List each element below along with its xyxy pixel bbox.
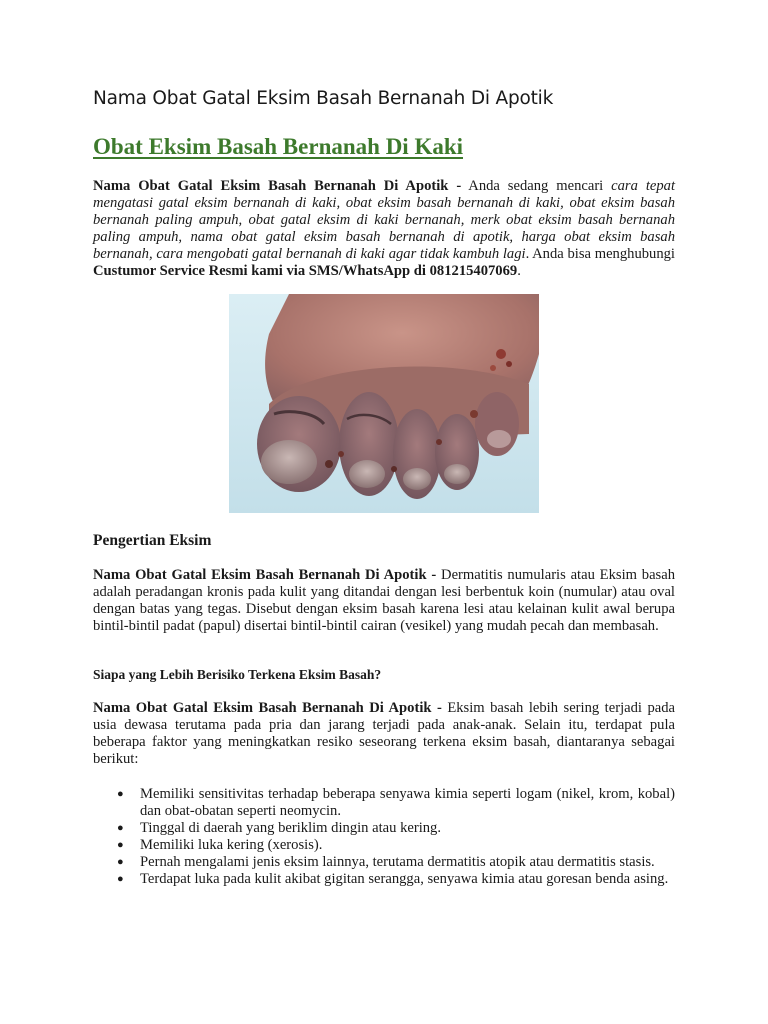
- foot-eczema-photo: [229, 294, 539, 513]
- bullet-icon: ●: [117, 839, 124, 851]
- list-item: [93, 837, 675, 854]
- intro-keywords: cara tepat mengatasi gatal eksim bernanah di kaki, obat eksim basah bernanah di kaki, obat eksim basah bernanah paling ampuh, obat gatal eksim di kaki bernanah, merk obat eksim basah bernanah paling ampuh, nama obat gatal eksim basah bernanah di apotik, harga obat eksim basah bernanah, cara mengobati gatal bernanah di kaki agar tidak kambuh lagi: [93, 178, 675, 262]
- pengertian-lead: Nama Obat Gatal Eksim Basah Bernanah Di Apotik -: [93, 567, 437, 583]
- list-item: [93, 820, 675, 837]
- section-title: Obat Eksim Basah Bernanah Di Kaki: [93, 134, 464, 159]
- risiko-paragraph: [93, 700, 675, 768]
- intro-lead: Nama Obat Gatal Eksim Basah Bernanah Di Apotik -: [93, 178, 462, 194]
- intro-end: .: [517, 263, 521, 279]
- list-item-text: Memiliki sensitivitas terhadap beberapa senyawa kimia seperti logam (nikel, krom, kobal) dan obat-obatan seperti neomycin.: [140, 786, 675, 819]
- bullet-icon: ●: [117, 873, 124, 885]
- pengertian-paragraph: [93, 567, 675, 635]
- intro-paragraph: [93, 178, 675, 280]
- risiko-lead: Nama Obat Gatal Eksim Basah Bernanah Di Apotik -: [93, 700, 442, 716]
- bullet-icon: ●: [117, 856, 124, 868]
- list-item-text: Terdapat luka pada kulit akibat gigitan serangga, senyawa kimia atau goresan benda asing.: [140, 871, 669, 887]
- pengertian-text: Dermatitis numularis atau Eksim basah adalah peradangan kronis pada kulit yang ditandai dengan lesi berbentuk koin (numular) atau oval dengan batas yang tegas. Disebut dengan eksim basah karena lesi atau kelainan kulit awal berupa bintil-bintil padat (papul) disertai bintil-bintil cairan (vesikel) yang mudah pecah dan membasah.: [93, 567, 675, 634]
- contact-info: Custumor Service Resmi kami via SMS/WhatsApp di 081215407069: [93, 263, 518, 279]
- list-item-text: Tinggal di daerah yang beriklim dingin atau kering.: [140, 820, 442, 836]
- intro-text: Anda sedang mencari: [461, 178, 612, 194]
- list-item: [93, 786, 675, 820]
- list-item: [93, 871, 675, 888]
- pengertian-heading: Pengertian Eksim: [93, 532, 212, 549]
- intro-text-2: . Anda bisa menghubungi: [525, 246, 675, 262]
- bullet-icon: ●: [117, 822, 124, 834]
- document-title: Nama Obat Gatal Eksim Basah Bernanah Di Apotik: [93, 88, 554, 109]
- list-item: [93, 854, 675, 871]
- list-item-text: Pernah mengalami jenis eksim lainnya, terutama dermatitis atopik atau dermatitis stasis.: [140, 854, 655, 870]
- list-item-text: Memiliki luka kering (xerosis).: [140, 837, 323, 853]
- risiko-heading: Siapa yang Lebih Berisiko Terkena Eksim Basah?: [93, 667, 382, 682]
- foot-photo-illustration: [229, 294, 539, 513]
- risiko-text: Eksim basah lebih sering terjadi pada usia dewasa terutama pada pria dan jarang terjadi pada anak-anak. Selain itu, terdapat pula beberapa faktor yang meningkatkan resiko seseorang terkena eksim basah, diantaranya sebagai berikut:: [93, 700, 675, 767]
- bullet-icon: ●: [117, 788, 124, 800]
- risk-factor-list: [93, 786, 675, 888]
